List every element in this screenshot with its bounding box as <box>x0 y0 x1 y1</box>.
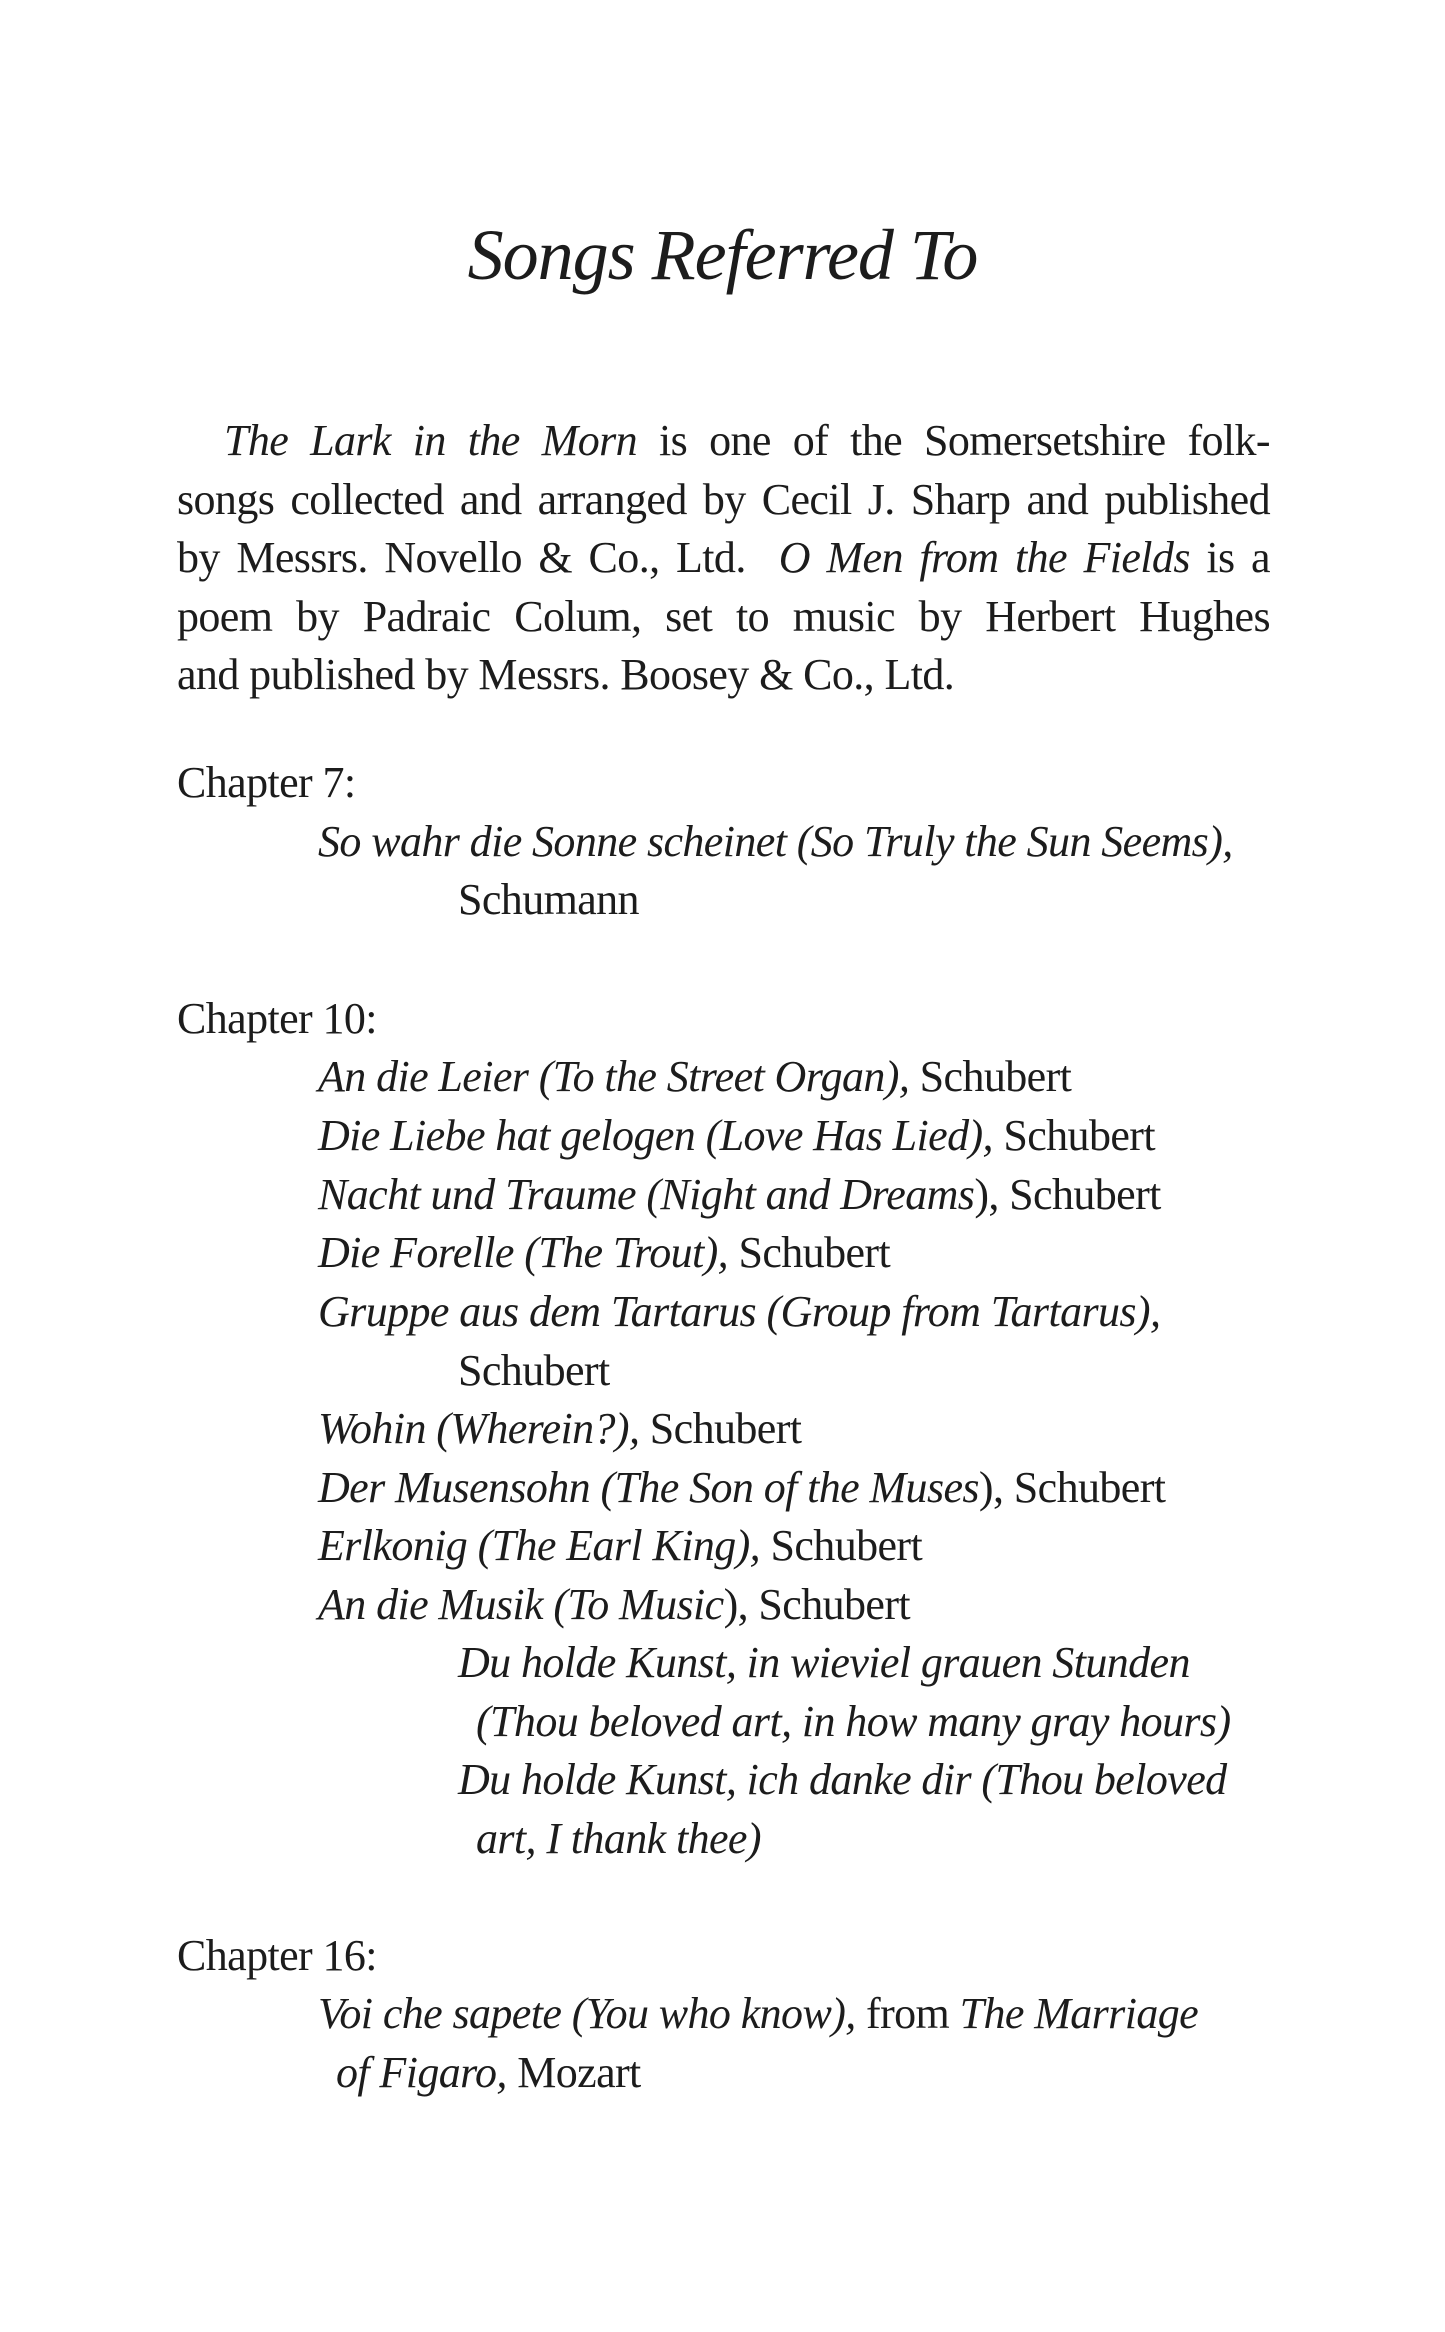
intro-line: and published by Messrs. Boosey & Co., Ltd. <box>177 650 955 700</box>
page-title: Songs Referred To <box>467 215 978 295</box>
intro-line: songs collected and arranged by Cecil J. Sharp and published <box>177 474 1270 524</box>
intro-line: by Messrs. Novello & Co., Ltd. O Men from the Fields is a <box>177 533 1270 583</box>
sub-song-continuation: (Thou beloved art, in how many gray hours) <box>476 1697 1231 1746</box>
song-title-men-fields: O Men from the Fields <box>778 533 1190 583</box>
chapter-heading: Chapter 16: <box>177 1931 377 1980</box>
song-entry: Wohin (Wherein?), Schubert <box>318 1404 802 1453</box>
song-entry: An die Musik (To Music), Schubert <box>318 1580 911 1629</box>
sub-song-entry: Du holde Kunst, ich danke dir (Thou beloved <box>458 1755 1227 1804</box>
song-title-lark: The Lark in the Morn <box>224 416 638 465</box>
song-composer: Schumann <box>458 875 639 924</box>
song-entry: Nacht und Traume (Night and Dreams), Schubert <box>318 1170 1161 1219</box>
song-composer: Schubert <box>458 1346 610 1395</box>
song-entry: So wahr die Sonne scheinet (So Truly the Sun Seems), <box>318 817 1233 866</box>
intro-line: poem by Padraic Colum, set to music by Herbert Hughes <box>177 591 1270 641</box>
chapter-heading: Chapter 7: <box>177 758 356 807</box>
song-entry: Gruppe aus dem Tartarus (Group from Tartarus), <box>318 1287 1161 1336</box>
song-entry: Voi che sapete (You who know), from The Marriage <box>318 1989 1199 2038</box>
intro-line: The Lark in the Morn is one of the Somersetshire folk- <box>224 416 1270 465</box>
song-entry: Der Musensohn (The Son of the Muses), Schubert <box>318 1463 1166 1512</box>
chapter-heading: Chapter 10: <box>177 994 377 1043</box>
song-entry: Erlkonig (The Earl King), Schubert <box>318 1521 923 1570</box>
song-entry: Die Forelle (The Trout), Schubert <box>318 1228 891 1277</box>
intro-paragraph <box>177 412 1270 705</box>
song-entry: An die Leier (To the Street Organ), Schubert <box>318 1052 1072 1101</box>
sub-song-entry: Du holde Kunst, in wieviel grauen Stunden <box>458 1638 1190 1687</box>
song-entry: Die Liebe hat gelogen (Love Has Lied), Schubert <box>318 1111 1155 1160</box>
sub-song-continuation: art, I thank thee) <box>476 1814 761 1863</box>
song-continuation: of Figaro, Mozart <box>336 2048 641 2097</box>
